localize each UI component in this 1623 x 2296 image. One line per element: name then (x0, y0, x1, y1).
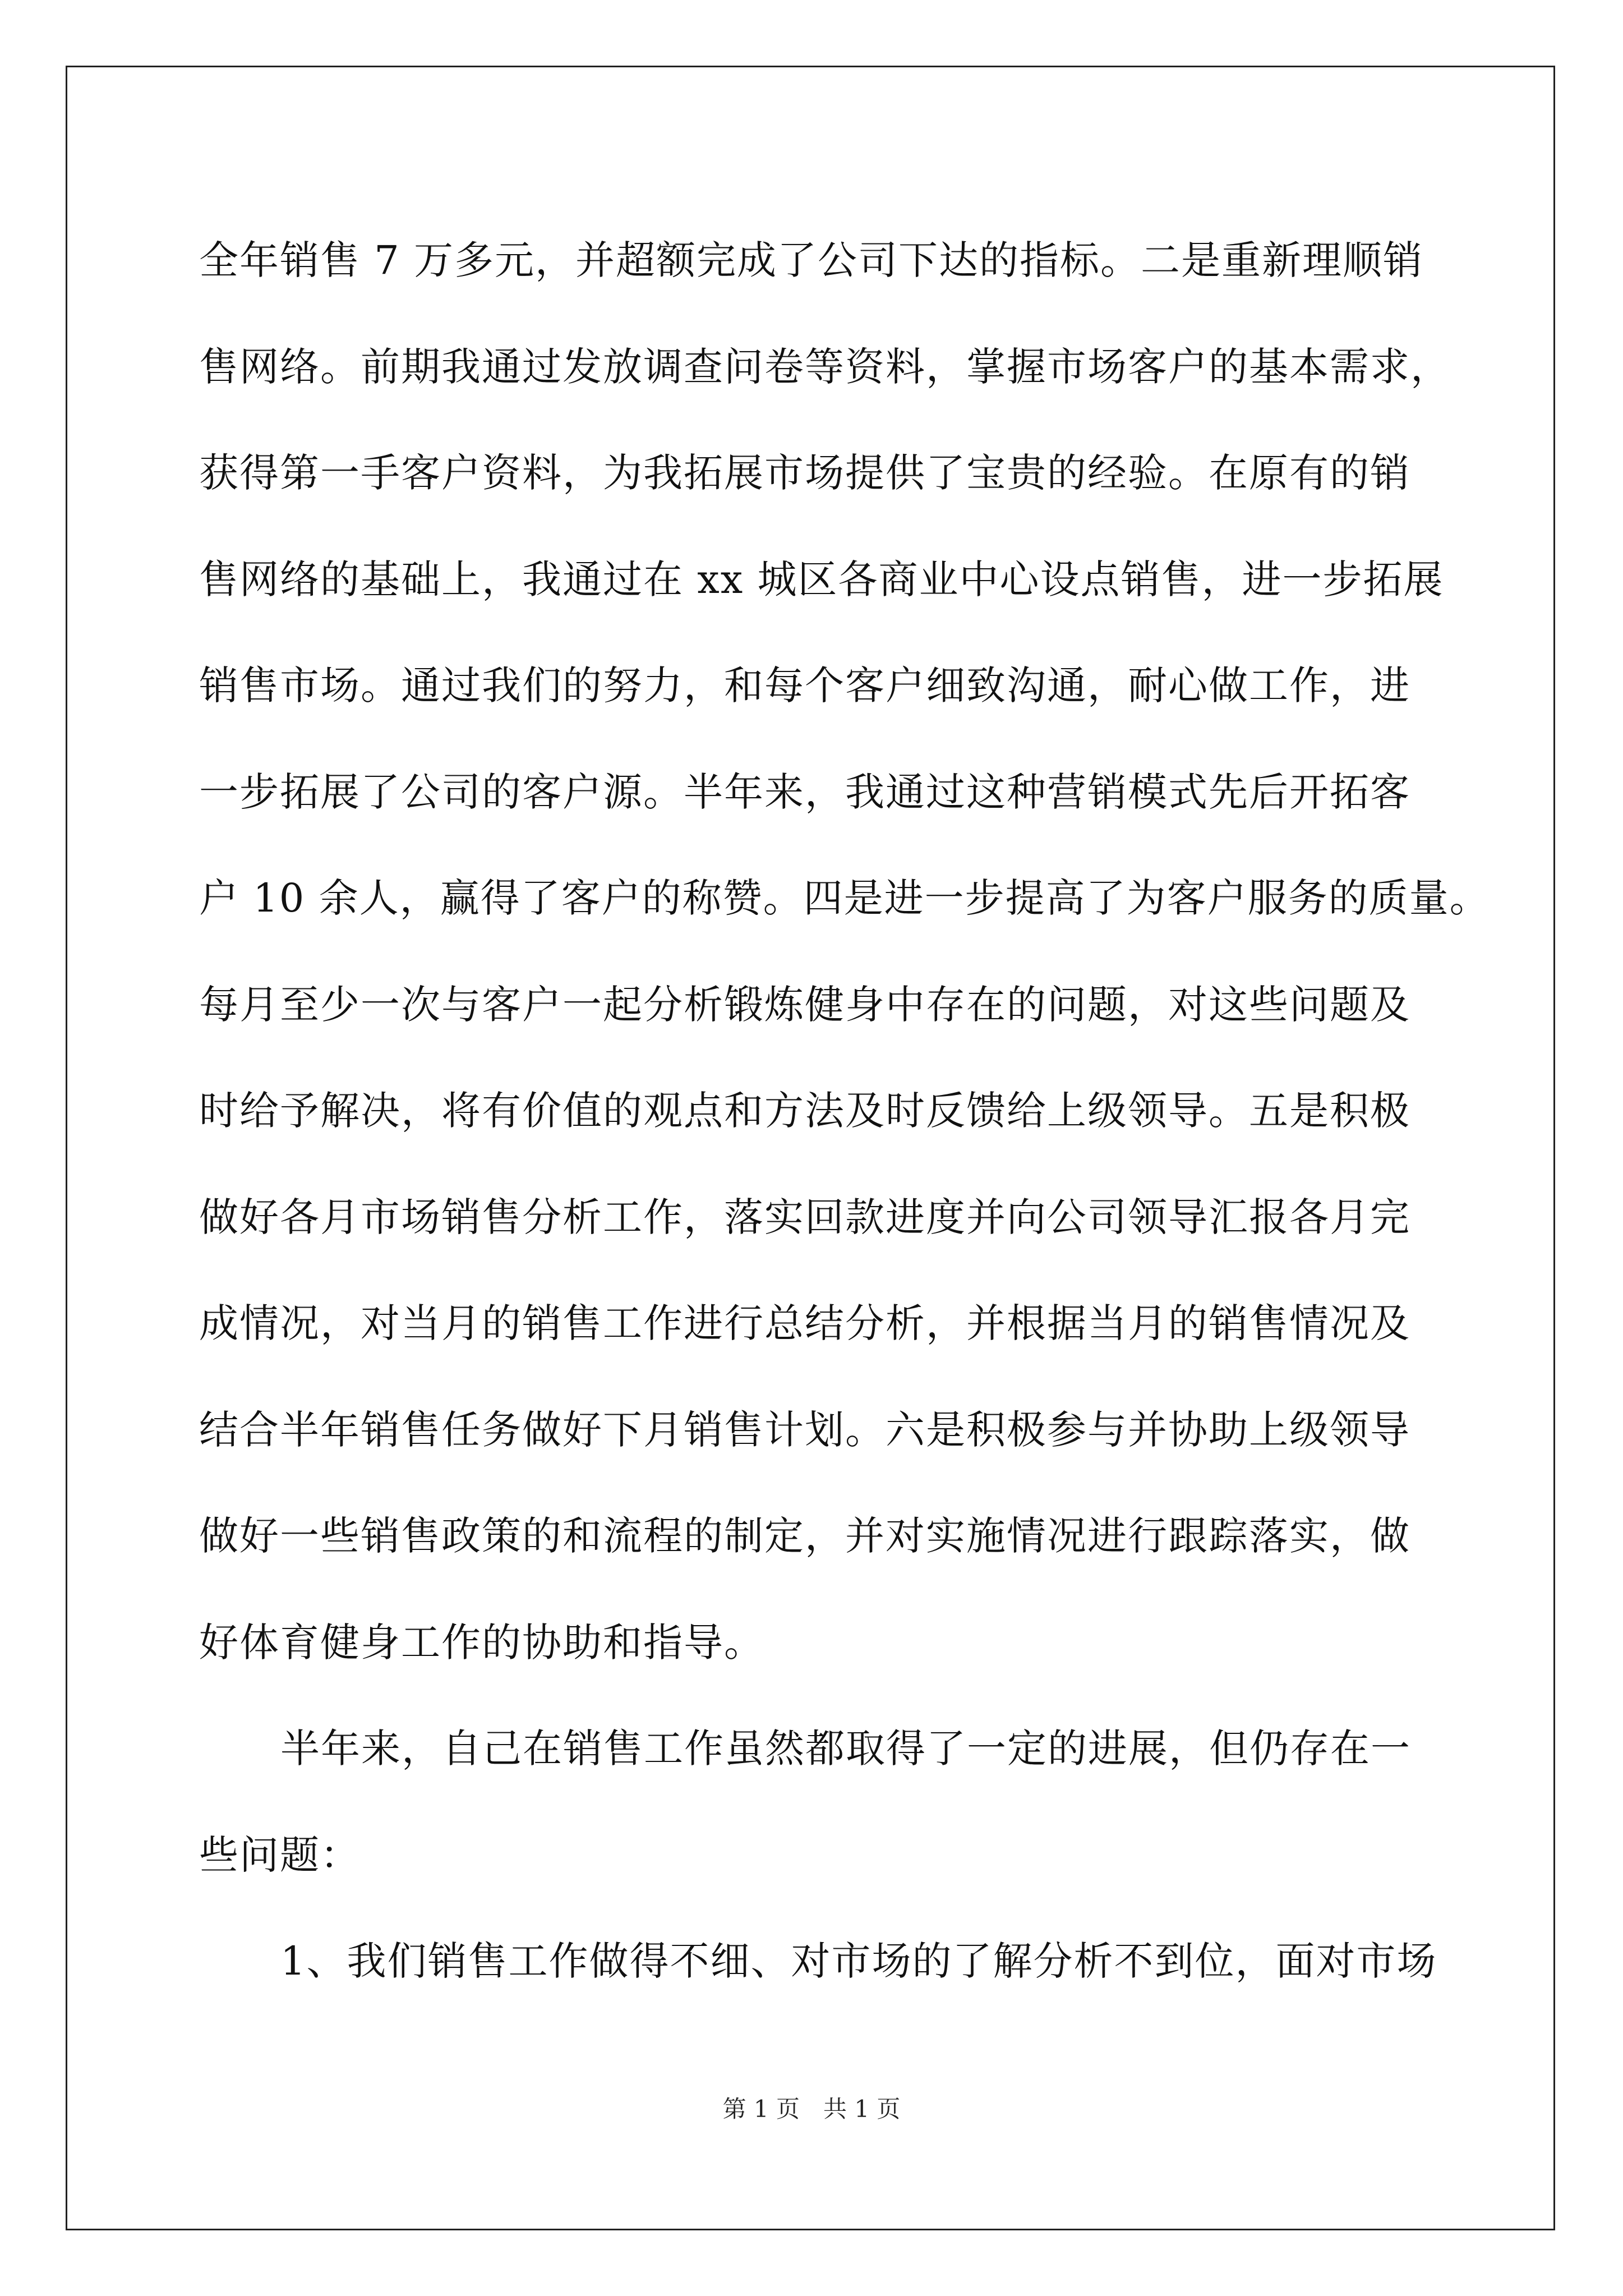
page-number-label: 第 1 页 共 1 页 (722, 2095, 901, 2123)
text-line: 户 10 余人，赢得了客户的称赞。四是进一步提高了为客户服务的质量。 (199, 875, 1490, 921)
text-line: 成情况，对当月的销售工作进行总结分析，并根据当月的销售情况及 (199, 1300, 1410, 1346)
text-line: 售网络。前期我通过发放调查问卷等资料，掌握市场客户的基本需求， (199, 343, 1451, 390)
page-footer (0, 2092, 1623, 2126)
paragraph-first-line: 1、我们销售工作做得不细、对市场的了解分析不到位，面对市场 (280, 1938, 1437, 1984)
paragraph-first-line: 半年来，自己在销售工作虽然都取得了一定的进展，但仍存在一 (280, 1726, 1411, 1772)
text-line: 做好一些销售政策的和流程的制定，并对实施情况进行跟踪落实，做 (199, 1513, 1410, 1559)
text-line: 销售市场。通过我们的努力，和每个客户细致沟通，耐心做工作，进 (199, 662, 1410, 708)
text-line: 好体育健身工作的协助和指导。 (199, 1619, 764, 1665)
text-line: 一步拓展了公司的客户源。半年来，我通过这种营销模式先后开拓客 (199, 769, 1410, 815)
text-line: 获得第一手客户资料，为我拓展市场提供了宝贵的经验。在原有的销 (199, 450, 1410, 496)
text-line: 些问题： (199, 1832, 361, 1878)
text-line: 时给予解决，将有价值的观点和方法及时反馈给上级领导。五是积极 (199, 1088, 1410, 1134)
text-line: 全年销售 7 万多元，并超额完成了公司下达的指标。二是重新理顺销 (199, 237, 1424, 283)
text-line: 做好各月市场销售分析工作，落实回款进度并向公司领导汇报各月完 (199, 1194, 1410, 1240)
text-line: 每月至少一次与客户一起分析锻炼健身中存在的问题，对这些问题及 (199, 981, 1410, 1028)
text-line: 售网络的基础上，我通过在 xx 城区各商业中心设点销售，进一步拓展 (199, 556, 1444, 602)
document-body (199, 208, 1490, 2015)
text-line: 结合半年销售任务做好下月销售计划。六是积极参与并协助上级领导 (199, 1406, 1410, 1453)
